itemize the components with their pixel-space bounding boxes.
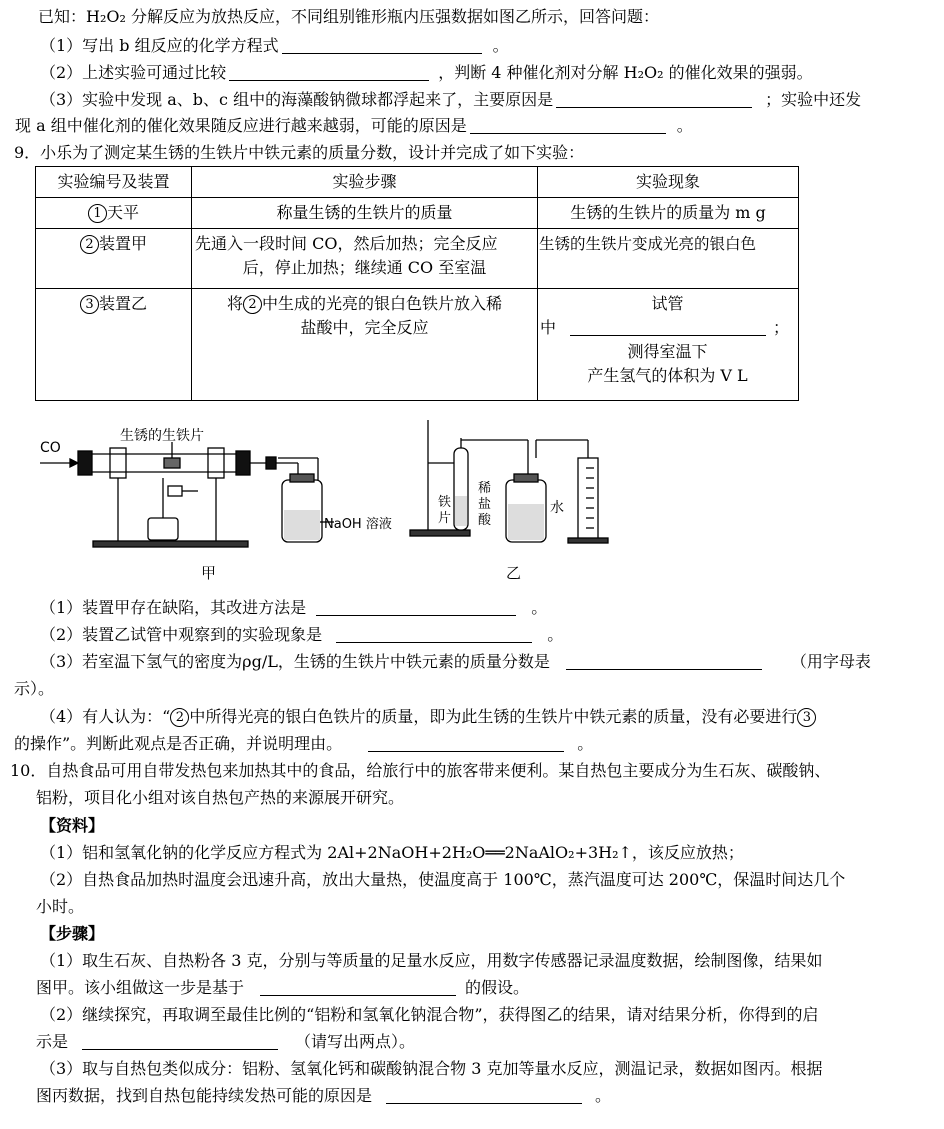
answer-blank[interactable] bbox=[316, 600, 516, 616]
answer-blank[interactable] bbox=[556, 92, 752, 108]
q9-sub-2: （2）装置乙试管中观察到的实验现象是 。 bbox=[40, 625, 564, 644]
step-1: （1）取生石灰、自热粉各 3 克，分别与等质量的足量水反应，用数字传感器记录温度数据，绘制图像，结果如 bbox=[40, 951, 823, 970]
circled-number: 2 bbox=[170, 708, 189, 727]
q10-stem-1: 10．自热食品可用自带发热包来加热其中的食品，给旅行中的旅客带来便利。某自热包主要成分为生石灰、碳酸钠、 bbox=[10, 761, 831, 780]
naoh-label: NaOH 溶液 bbox=[324, 517, 392, 532]
acid-label-2: 盐 bbox=[478, 497, 492, 512]
intro-question-3: （3）实验中发现 a、b、c 组中的海藻酸钠微球都浮起来了，主要原因是 ；实验中还发 bbox=[40, 90, 862, 109]
q9-sub-3: （3）若室温下氢气的密度为ρg/L，生锈的生铁片中铁元素的质量分数是 （用字母表 bbox=[40, 652, 871, 671]
q9-stem: 9．小乐为了测定某生锈的生铁片中铁元素的质量分数，设计并完成了如下实验： bbox=[14, 143, 585, 162]
caption-jia: 甲 bbox=[201, 564, 217, 582]
circled-number: 3 bbox=[80, 295, 99, 314]
answer-blank[interactable] bbox=[470, 118, 666, 134]
table-cell: 3 装置乙 bbox=[36, 289, 192, 401]
answer-blank[interactable] bbox=[570, 320, 766, 336]
answer-blank[interactable] bbox=[368, 736, 564, 752]
table-cell: 生锈的生铁片的质量为 m g bbox=[538, 198, 799, 229]
ziliao-2-cont: 小时。 bbox=[36, 897, 85, 916]
table-row bbox=[36, 229, 799, 289]
circled-number: 1 bbox=[88, 204, 107, 223]
answer-blank[interactable] bbox=[566, 654, 762, 670]
answer-blank[interactable] bbox=[386, 1088, 582, 1104]
iron-label-2: 片 bbox=[438, 511, 452, 526]
co-label: CO bbox=[40, 440, 61, 456]
acid-label-1: 稀 bbox=[478, 481, 492, 496]
intro-question-1: （1）写出 b 组反应的化学方程式 。 bbox=[40, 36, 509, 55]
caption-yi: 乙 bbox=[506, 564, 522, 582]
step-3: （3）取与自热包类似成分：铝粉、氢氧化钙和碳酸钠混合物 3 克加等量水反应，测温记录，数据如图丙。根据 bbox=[40, 1059, 823, 1078]
table-row bbox=[36, 198, 799, 229]
q9-sub-4-cont: 的操作”。判断此观点是否正确，并说明理由。 。 bbox=[14, 734, 594, 753]
table-cell: 生锈的生铁片变成光亮的银白色 bbox=[538, 229, 799, 289]
q10-stem-2: 铝粉，项目化小组对该自热包产热的来源展开研究。 bbox=[36, 788, 405, 807]
intro-question-3-cont: 现 a 组中催化剂的催化效果随反应进行越来越弱，可能的原因是 。 bbox=[15, 116, 693, 135]
answer-blank[interactable] bbox=[336, 627, 532, 643]
step-3-cont: 图丙数据，找到自热包能持续发热可能的原因是 。 bbox=[36, 1086, 612, 1105]
iron-label-1: 铁 bbox=[438, 495, 452, 510]
ziliao-1: （1）铝和氢氧化钠的化学反应方程式为 2Al+2NaOH+2H₂O══2NaAlO₂+3H₂↑，该反应放热； bbox=[40, 843, 744, 862]
step-1-cont: 图甲。该小组做这一步是基于 的假设。 bbox=[36, 978, 530, 997]
section-ziliao: 【资料】 bbox=[40, 816, 105, 835]
table-cell: 试管 中 ； 测得室温下 产生氢气的体积为 V L bbox=[538, 289, 799, 401]
intro-question-2: （2）上述实验可通过比较 ，判断 4 种催化剂对分解 H₂O₂ 的催化效果的强弱。 bbox=[40, 63, 813, 82]
answer-blank[interactable] bbox=[82, 1034, 278, 1050]
table-header-row bbox=[36, 167, 799, 198]
circled-number: 2 bbox=[80, 235, 99, 254]
table-cell: 先通入一段时间 CO，然后加热；完全反应 后，停止加热；继续通 CO 至室温 bbox=[192, 229, 538, 289]
intro-line-1: 已知：H₂O₂ 分解反应为放热反应，不同组别锥形瓶内压强数据如图乙所示，回答问题： bbox=[38, 7, 659, 26]
rusty-iron-label: 生锈的生铁片 bbox=[120, 428, 204, 444]
answer-blank[interactable] bbox=[229, 65, 429, 81]
water-label: 水 bbox=[550, 500, 564, 516]
table-cell: 1 天平 bbox=[36, 198, 192, 229]
answer-blank[interactable] bbox=[282, 38, 482, 54]
table-row bbox=[36, 289, 799, 401]
experiment-table bbox=[35, 166, 799, 401]
step-2: （2）继续探究，再取调至最佳比例的“铝粉和氢氧化钠混合物”，获得图乙的结果，请对结果分析，你得到的启 bbox=[40, 1005, 819, 1024]
table-header: 实验编号及装置 bbox=[36, 167, 192, 198]
circled-number: 3 bbox=[797, 708, 816, 727]
apparatus-figure bbox=[38, 418, 618, 588]
section-buzhou: 【步骤】 bbox=[40, 924, 105, 943]
acid-label-3: 酸 bbox=[478, 513, 492, 528]
ziliao-2: （2）自热食品加热时温度会迅速升高，放出大量热，使温度高于 100℃，蒸汽温度可达 200℃，保温时间达几个 bbox=[40, 870, 846, 889]
table-header: 实验现象 bbox=[538, 167, 799, 198]
q9-sub-1: （1）装置甲存在缺陷，其改进方法是 。 bbox=[40, 598, 548, 617]
table-cell: 将 2 中生成的光亮的银白色铁片放入稀 盐酸中，完全反应 bbox=[192, 289, 538, 401]
q9-sub-3-cont: 示）。 bbox=[14, 679, 55, 698]
q9-sub-4: （4）有人认为：“ 2 中所得光亮的银白色铁片的质量，即为此生锈的生铁片中铁元素的质量，没有必要进行 3 bbox=[40, 706, 816, 728]
table-header: 实验步骤 bbox=[192, 167, 538, 198]
table-cell: 称量生锈的生铁片的质量 bbox=[192, 198, 538, 229]
step-2-cont: 示是 （请写出两点）。 bbox=[36, 1032, 416, 1051]
circled-number: 2 bbox=[243, 295, 262, 314]
answer-blank[interactable] bbox=[260, 980, 456, 996]
table-cell: 2 装置甲 bbox=[36, 229, 192, 289]
